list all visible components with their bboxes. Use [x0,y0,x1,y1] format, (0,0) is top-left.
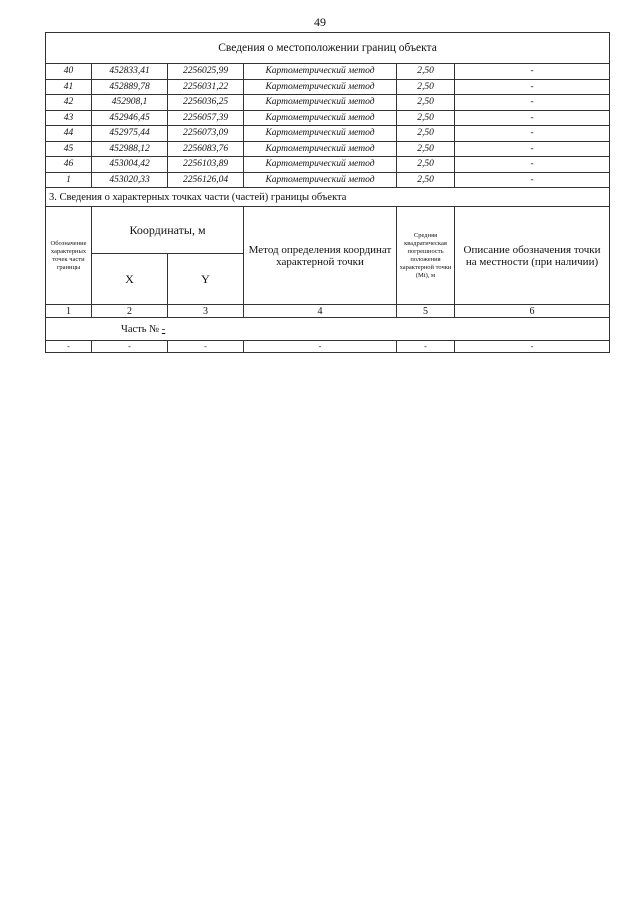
method-cell: Картометрический метод [244,79,397,95]
y-coordinate-cell: 2256031,22 [168,79,244,95]
y-coordinate-cell: 2256025,99 [168,64,244,80]
accuracy-cell: 2,50 [397,110,455,126]
header-description: Описание обозначения точки на местности (при наличии) [455,207,610,305]
boundary-table [45,32,610,353]
description-cell: - [455,110,610,126]
part-row [46,318,610,341]
x-coordinate-cell: 452988,12 [92,141,168,157]
header-point-designation: Обозначение характерных точек части границы [46,207,92,305]
column-number: 3 [168,305,244,318]
x-coordinate-cell: 453004,42 [92,157,168,173]
column-number: 5 [397,305,455,318]
description-cell: - [455,64,610,80]
method-cell: Картометрический метод [244,95,397,111]
y-coordinate-cell: 2256036,25 [168,95,244,111]
column-number: 1 [46,305,92,318]
header-accuracy: Средняя квадратическая погрешность положения характерной точки (Mt), м [397,207,455,305]
y-coordinate-cell: 2256057,39 [168,110,244,126]
table-row [46,157,610,173]
section3-header-row [46,207,610,254]
description-cell: - [455,79,610,95]
method-cell: Картометрический метод [244,157,397,173]
section3-title: 3. Сведения о характерных точках части (частей) границы объекта [46,188,610,207]
x-coordinate-cell: 452833,41 [92,64,168,80]
column-number: 4 [244,305,397,318]
empty-cell: - [455,341,610,353]
accuracy-cell: 2,50 [397,141,455,157]
part-cell [46,318,610,341]
table-row [46,64,610,80]
table-row [46,126,610,142]
empty-cell: - [397,341,455,353]
table-row [46,95,610,111]
point-number-cell: 41 [46,79,92,95]
accuracy-cell: 2,50 [397,172,455,188]
empty-cell: - [92,341,168,353]
accuracy-cell: 2,50 [397,157,455,173]
table-row [46,79,610,95]
table-row [46,110,610,126]
y-coordinate-cell: 2256126,04 [168,172,244,188]
point-number-cell: 45 [46,141,92,157]
accuracy-cell: 2,50 [397,126,455,142]
section2-title: Сведения о местоположении границ объекта [46,33,610,64]
page-number: 49 [314,15,326,29]
x-coordinate-cell: 452946,45 [92,110,168,126]
method-cell: Картометрический метод [244,141,397,157]
point-number-cell: 46 [46,157,92,173]
accuracy-cell: 2,50 [397,95,455,111]
header-y: Y [168,254,244,305]
y-coordinate-cell: 2256083,76 [168,141,244,157]
section3-title-row [46,188,610,207]
x-coordinate-cell: 452908,1 [92,95,168,111]
method-cell: Картометрический метод [244,126,397,142]
point-number-cell: 44 [46,126,92,142]
empty-cell: - [168,341,244,353]
point-number-cell: 40 [46,64,92,80]
description-cell: - [455,157,610,173]
column-number: 6 [455,305,610,318]
table-row [46,172,610,188]
part-label: Часть № [121,323,160,335]
x-coordinate-cell: 453020,33 [92,172,168,188]
header-coordinates: Координаты, м [92,207,244,254]
description-cell: - [455,126,610,142]
accuracy-cell: 2,50 [397,79,455,95]
point-number-cell: 43 [46,110,92,126]
point-number-cell: 42 [46,95,92,111]
header-method: Метод определения координат характерной точки [244,207,397,305]
y-coordinate-cell: 2256073,09 [168,126,244,142]
empty-cell: - [46,341,92,353]
method-cell: Картометрический метод [244,64,397,80]
y-coordinate-cell: 2256103,89 [168,157,244,173]
point-number-cell: 1 [46,172,92,188]
description-cell: - [455,172,610,188]
header-x: X [92,254,168,305]
x-coordinate-cell: 452889,78 [92,79,168,95]
accuracy-cell: 2,50 [397,64,455,80]
x-coordinate-cell: 452975,44 [92,126,168,142]
table-row [46,141,610,157]
section2-title-row [46,33,610,64]
part-value: - [161,323,166,335]
column-numbers-row [46,305,610,318]
column-number: 2 [92,305,168,318]
method-cell: Картометрический метод [244,110,397,126]
empty-points-row [46,341,610,353]
description-cell: - [455,141,610,157]
method-cell: Картометрический метод [244,172,397,188]
empty-cell: - [244,341,397,353]
description-cell: - [455,95,610,111]
